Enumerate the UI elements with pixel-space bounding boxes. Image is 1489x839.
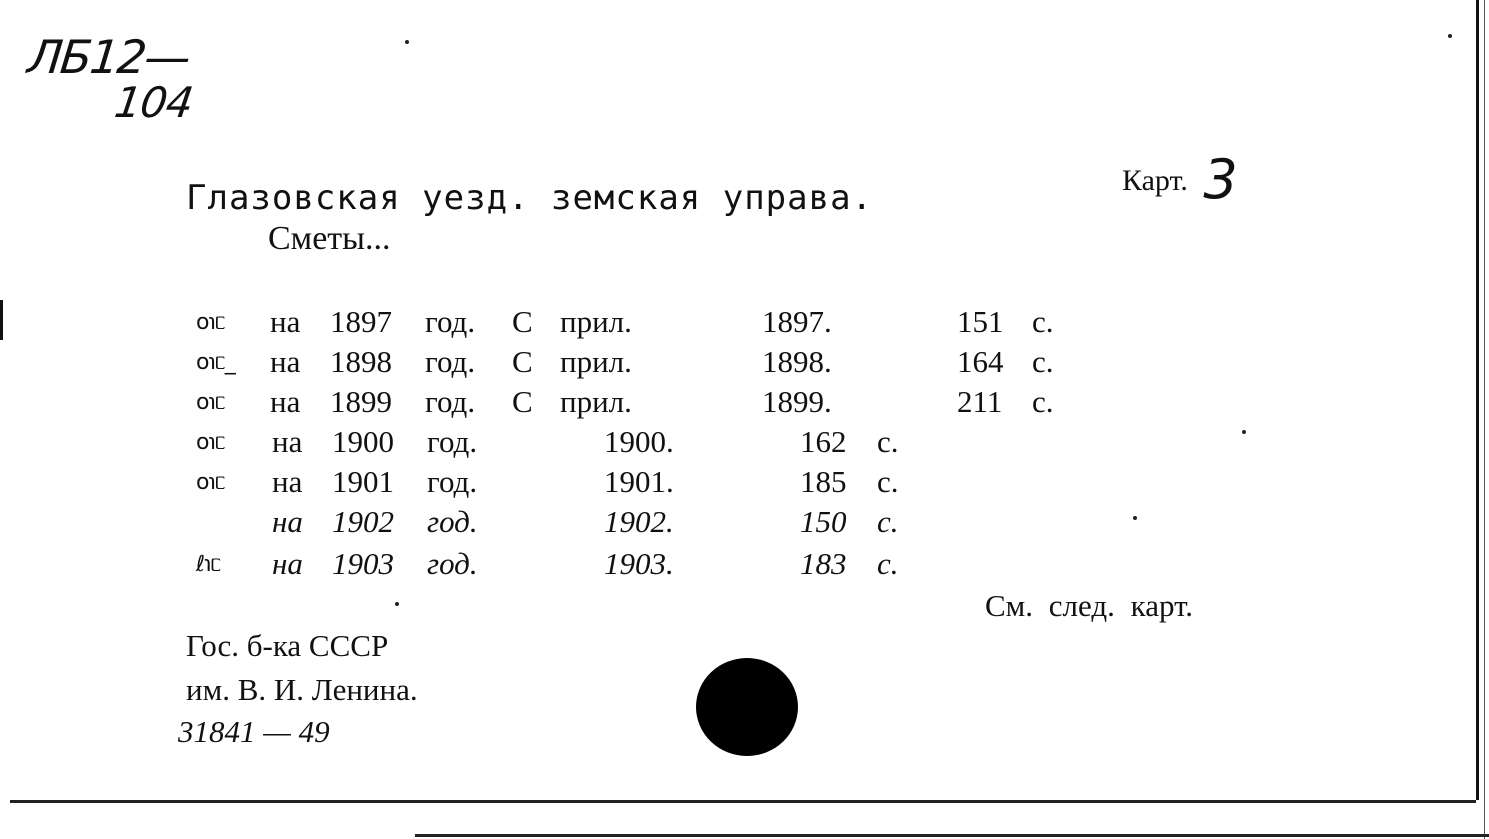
imprint-line1: Гос. б-ка СССР	[186, 628, 389, 663]
card-bottom-edge-shadow	[415, 834, 1489, 837]
entry-god: год.	[427, 504, 478, 539]
entry-year: 1900	[332, 424, 394, 459]
shelfmark-line1: ЛБ12—	[25, 30, 192, 84]
entry-god: год.	[427, 464, 478, 499]
entry-row	[0, 464, 1480, 502]
entry-pub-year: 1897.	[762, 304, 832, 339]
entry-s: с.	[1032, 304, 1054, 339]
entry-year: 1903	[332, 546, 394, 581]
entry-row	[0, 304, 1480, 342]
card-bottom-edge	[10, 800, 1476, 803]
entry-year: 1902	[332, 504, 394, 539]
entry-pages: 183	[800, 546, 847, 581]
entry-s: с.	[1032, 344, 1054, 379]
entry-pages: 150	[800, 504, 847, 539]
entry-mark: o℩ᥴ	[196, 390, 225, 415]
entry-mark: ℓ℩ᥴ	[196, 552, 221, 577]
entry-na: на	[272, 464, 303, 499]
imprint-line3: 31841 — 49	[178, 714, 330, 749]
speck	[1448, 34, 1452, 38]
entry-year: 1898	[330, 344, 392, 379]
speck	[405, 40, 409, 44]
entry-pub-year: 1902.	[604, 504, 674, 539]
entry-year: 1901	[332, 464, 394, 499]
entry-pub-year: 1899.	[762, 384, 832, 419]
entry-row	[0, 384, 1480, 422]
see-next-card: См. след. карт.	[985, 588, 1194, 623]
card-right-edge-shadow	[1484, 0, 1485, 839]
entry-god: год.	[425, 304, 476, 339]
entry-s: с.	[877, 546, 899, 581]
entry-pages: 151	[957, 304, 1004, 339]
entry-god: год.	[425, 384, 476, 419]
entry-mark: o℩ᥴ_	[196, 350, 235, 375]
entry-pages: 211	[957, 384, 1003, 419]
entry-s: с.	[877, 464, 899, 499]
entry-c: С	[512, 344, 533, 379]
card-number-handwritten: 3	[1203, 148, 1238, 211]
entry-c: С	[512, 304, 533, 339]
entry-year: 1899	[330, 384, 392, 419]
entry-row	[0, 504, 1480, 542]
entry-s: с.	[1032, 384, 1054, 419]
entry-mark: o℩ᥴ	[196, 470, 225, 495]
entry-na: на	[270, 344, 301, 379]
entry-pub-year: 1898.	[762, 344, 832, 379]
entry-pages: 164	[957, 344, 1004, 379]
entry-pages: 162	[800, 424, 847, 459]
imprint-line2: им. В. И. Ленина.	[186, 672, 418, 707]
entry-pages: 185	[800, 464, 847, 499]
punch-hole	[696, 658, 798, 756]
entry-mark: o℩ᥴ	[196, 430, 225, 455]
entry-god: год.	[425, 344, 476, 379]
speck	[395, 602, 399, 606]
entry-row	[0, 344, 1480, 382]
entry-year: 1897	[330, 304, 392, 339]
entry-mark: o℩ᥴ	[196, 310, 225, 335]
entry-na: на	[272, 504, 303, 539]
card-number	[1122, 140, 1238, 211]
entry-row	[0, 424, 1480, 462]
entry-s: с.	[877, 424, 899, 459]
entry-pub-year: 1900.	[604, 424, 674, 459]
entry-c: С	[512, 384, 533, 419]
entry-row	[0, 546, 1480, 584]
entry-pril: прил.	[560, 344, 632, 379]
entry-na: на	[272, 546, 303, 581]
entry-na: на	[270, 304, 301, 339]
entry-na: на	[272, 424, 303, 459]
entry-na: на	[270, 384, 301, 419]
heading-subtitle: Сметы...	[268, 220, 391, 257]
entry-pub-year: 1903.	[604, 546, 674, 581]
entry-pub-year: 1901.	[604, 464, 674, 499]
card-number-label: Карт.	[1122, 164, 1188, 197]
entry-god: год.	[427, 546, 478, 581]
heading-title: Глазовская уезд. земская управа.	[186, 178, 874, 218]
entry-pril: прил.	[560, 304, 632, 339]
entry-god: год.	[427, 424, 478, 459]
shelfmark-line2: 104	[111, 78, 196, 127]
entry-pril: прил.	[560, 384, 632, 419]
entry-s: с.	[877, 504, 899, 539]
